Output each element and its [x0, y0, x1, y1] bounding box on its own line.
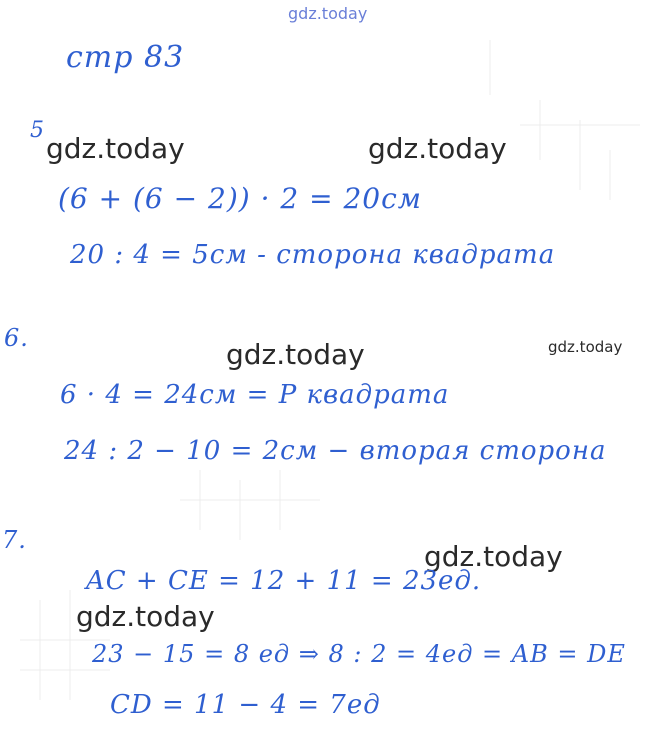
task5-number: 5: [30, 118, 45, 143]
watermark-1: gdz.today: [46, 132, 185, 165]
task5-line1: (6 + (6 − 2)) · 2 = 20см: [58, 182, 422, 215]
task6-number: 6.: [4, 324, 29, 352]
task6-line1: 6 · 4 = 24см = P квадрата: [60, 380, 450, 410]
task5-line2: 20 : 4 = 5см - сторона квадрата: [70, 240, 556, 270]
watermark-4: gdz.today: [548, 338, 623, 356]
task7-line2: 23 − 15 = 8 ед ⇒ 8 : 2 = 4ед = AB = DE: [92, 640, 626, 668]
task7-line3: CD = 11 − 4 = 7ед: [110, 690, 381, 720]
page-header: стр 83: [66, 40, 185, 75]
task7-line1: AC + CE = 12 + 11 = 23ед.: [86, 566, 482, 596]
watermark-3: gdz.today: [226, 338, 365, 371]
task6-line2: 24 : 2 − 10 = 2см − вторая сторона: [64, 436, 607, 466]
watermark-2: gdz.today: [368, 132, 507, 165]
watermark-top: gdz.today: [288, 4, 368, 23]
watermark-6: gdz.today: [76, 600, 215, 633]
task7-number: 7.: [2, 526, 27, 554]
watermark-5: gdz.today: [424, 540, 563, 573]
